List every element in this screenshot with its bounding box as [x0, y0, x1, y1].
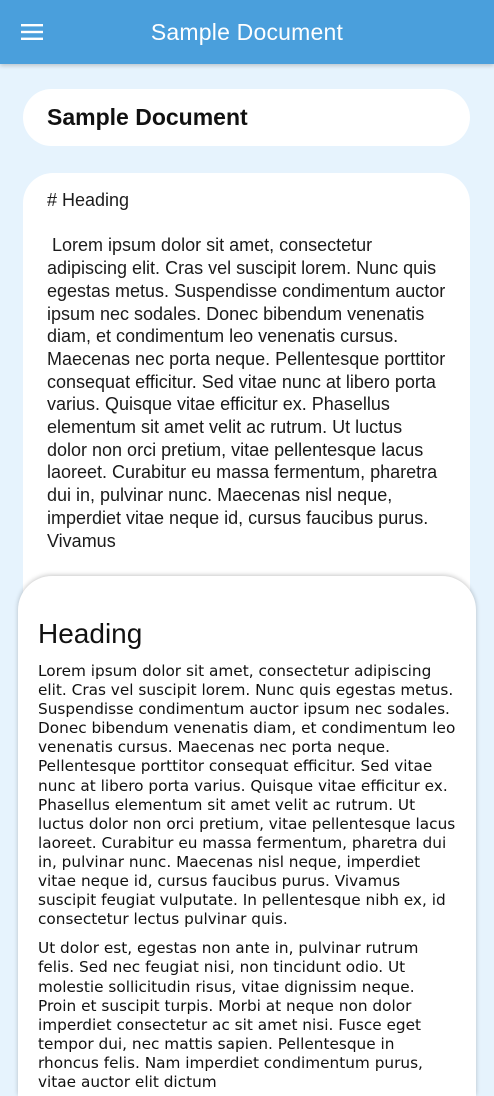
app-bar-title: Sample Document: [150, 18, 344, 45]
document-title-field[interactable]: [23, 89, 470, 146]
app-bar: [0, 0, 494, 64]
editor-text[interactable]: # Heading Lorem ipsum dolor sit amet, consectetur adipiscing elit. Cras vel suscipit lorem. Nunc quis egestas metus. Suspendisse condimentum auctor ipsum nec sodales. Donec bibendum venenatis diam, et condimentum leo venenatis cursus. Maecenas nec porta neque. Pellentesque porttitor consequat efficitur. Sed vitae nunc at libero porta varius. Quisque vitae efficitur ex. Phasellus elementum sit amet velit ac rutrum. Ut luctus dolor non orci pretium, vitae pellentesque lacus laoreet. Curabitur eu massa fermentum, pharetra dui in, pulvinar nunc. Maecenas nisl neque, imperdiet vitae neque id, cursus faucibus purus. Vivamus: [47, 190, 446, 551]
preview-heading: Heading: [38, 618, 143, 649]
document-title-input[interactable]: [47, 104, 447, 131]
hamburger-menu-icon: [20, 20, 44, 44]
preview-paragraph: Lorem ipsum dolor sit amet, consectetur adipiscing elit. Cras vel suscipit lorem. Nunc quis egestas metus. Suspendisse condimentum auctor ipsum nec sodales. Donec bibendum venenatis diam, et condimentum leo venenatis cursus. Maecenas nec porta neque. Pellentesque porttitor consequat efficitur. Sed vitae nunc at libero porta varius. Quisque vitae efficitur ex. Phasellus elementum sit amet velit ac rutrum. Ut luctus dolor non orci pretium, vitae pellentesque lacus laoreet. Curabitur eu massa fermentum, pharetra dui in, pulvinar nunc. Maecenas nisl neque, imperdiet vitae neque id, cursus faucibus purus. Vivamus suscipit feugiat vulputate. In pellentesque nibh ex, id consectetur lectus pulvinar quis.: [38, 662, 456, 929]
preview-sheet[interactable]: [18, 576, 476, 1096]
menu-button[interactable]: [12, 12, 52, 52]
preview-paragraph: Ut dolor est, egestas non ante in, pulvinar rutrum felis. Sed nec feugiat nisi, non tincidunt odio. Ut molestie sollicitudin risus, vitae dignissim neque. Proin et suscipit turpis. Morbi at neque non dolor imperdiet consectetur ac sit amet nisi. Fusce eget tempor dui, nec mattis sapien. Pellentesque in rhoncus felis. Nam imperdiet condimentum purus, vitae auctor elit dictum: [38, 939, 423, 1091]
